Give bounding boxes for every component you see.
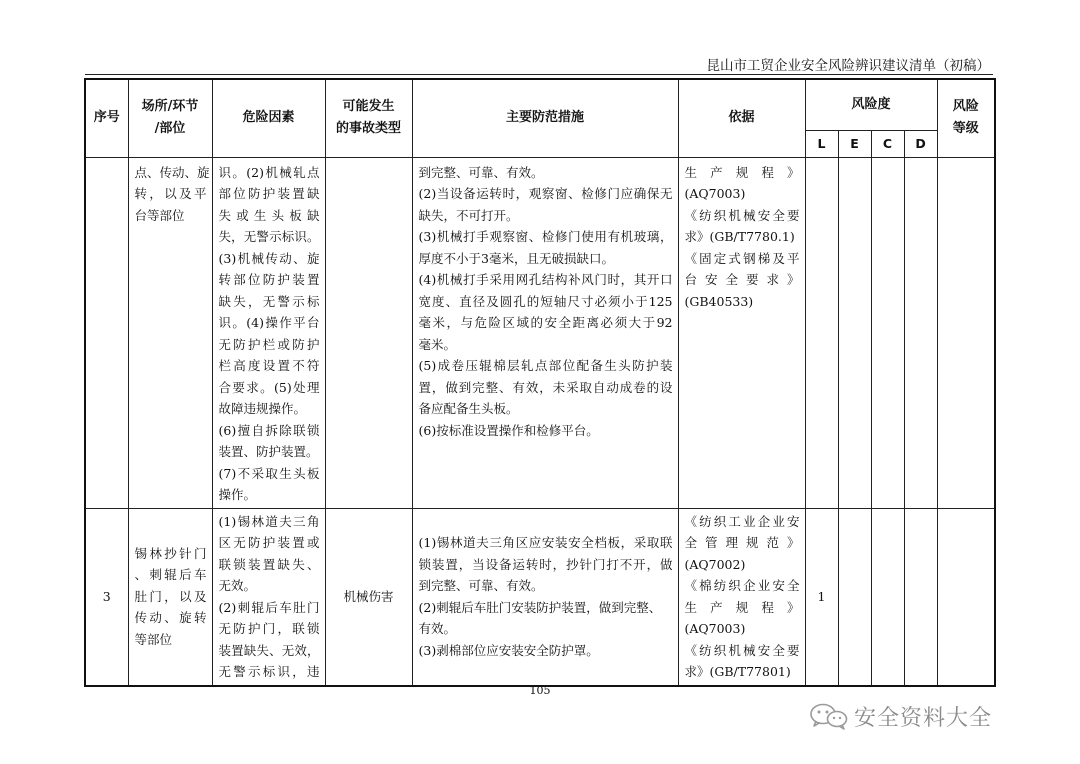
text-line: 《纺织机械安全要 — [684, 642, 800, 658]
cell-basis — [678, 157, 805, 508]
cell-seq: 3 — [85, 508, 128, 686]
header-risk-degree: 风险度 — [805, 79, 937, 130]
text-line: (3)机械打手观察窗、检修门使用有机玻璃， — [418, 229, 673, 244]
text-line: 全管理规范》 — [684, 535, 800, 550]
header-C: C — [871, 130, 904, 157]
text-line: (1)锡林道夫三角区应安装安全档板，采取联 — [418, 535, 673, 550]
cell-level — [937, 157, 995, 508]
table-row — [85, 157, 995, 508]
text-line: 厚度不小于3毫米，且无破损缺口。 — [418, 250, 614, 266]
text-line: 缺失，不可打开。 — [418, 207, 519, 223]
text-line: 《纺织工业企业安 — [684, 513, 800, 529]
watermark — [808, 700, 992, 732]
cell-C — [871, 508, 904, 686]
text-line: (3)剥棉部位应安装安全防护罩。 — [418, 642, 599, 658]
text-line: 《棉纺织企业安全 — [684, 578, 800, 593]
text-line: (1)锡林道夫三角 — [218, 513, 320, 529]
text-line: (2)刺辊后车肚门 — [218, 599, 320, 615]
header-accident-line: 可能发生 — [342, 99, 395, 115]
text-line: (5)成卷压辊棉层轧点部位配备生头防护装 — [418, 358, 673, 373]
text-line: (6)按标准设置操作和检修平台。 — [418, 422, 599, 438]
text-line: 备应配备生头板。 — [418, 401, 519, 416]
header-place — [128, 79, 212, 157]
header-risk-level-line: 等级 — [952, 121, 979, 137]
text-line: 求》(GB/T77801) — [684, 664, 791, 679]
text-line: 生产规程》 — [684, 599, 800, 615]
cell-E — [838, 508, 871, 686]
text-line: 装置缺失、无效， — [218, 642, 320, 658]
text-line: 置，做到完整、有效，未采取自动成卷的设 — [418, 379, 673, 395]
header-risk-level — [937, 79, 995, 157]
text-line: 等部位 — [134, 631, 173, 647]
cell-D — [904, 508, 937, 686]
text-line: 操作。 — [218, 487, 257, 502]
document-title: 昆山市工贸企业安全风险辨识建议清单（初稿） — [706, 58, 990, 74]
text-line: (AQ7003) — [684, 186, 746, 201]
cell-place — [128, 157, 212, 508]
text-line: (GB40533) — [684, 293, 754, 309]
header-accident-line: 的事故类型 — [335, 121, 401, 137]
page-number: 105 — [529, 684, 551, 697]
text-line: 无防护门，联锁 — [218, 621, 320, 636]
text-line: 肚门，以及 — [134, 588, 207, 604]
text-line: 合要求。(5)处理 — [218, 379, 320, 395]
text-line: 台等部位 — [134, 207, 185, 223]
cell-basis — [678, 508, 805, 686]
text-line: 无警示标识，违 — [218, 664, 320, 679]
text-line: 识。(2)机械轧点 — [218, 164, 320, 180]
cell-L: 1 — [805, 508, 838, 686]
text-line: 锁装置，当设备运转时，抄针门打不开，做 — [418, 556, 673, 572]
text-line: (4)机械打手采用网孔结构补风门时，其开口 — [418, 272, 673, 287]
header-place-line: 场所/环节 — [141, 99, 199, 115]
text-line: 点、传动、旋 — [134, 164, 210, 180]
text-line: (AQ7003) — [684, 621, 746, 636]
text-line: 生产规程》 — [684, 164, 800, 180]
text-line: 台安全要求》 — [684, 272, 800, 287]
header-D: D — [904, 130, 937, 157]
text-line: 有效。 — [418, 621, 457, 636]
header-E: E — [838, 130, 871, 157]
text-line: 、刺辊后车 — [134, 567, 207, 583]
text-line: (6)擅自拆除联锁 — [218, 422, 320, 438]
cell-D — [904, 157, 937, 508]
text-line: 无防护栏或防护 — [218, 336, 320, 352]
header-accident — [325, 79, 412, 157]
cell-place — [128, 508, 212, 686]
text-line: 转部位防护装置 — [218, 272, 320, 287]
text-line: 《固定式钢梯及平 — [684, 250, 800, 266]
cell-measures — [412, 508, 678, 686]
text-line: 宽度、直径及圆孔的短轴尺寸必须小于125 — [418, 293, 673, 309]
header-L: L — [805, 130, 838, 157]
text-line: 区无防护装置或 — [218, 535, 320, 550]
header-seq: 序号 — [85, 79, 128, 157]
wechat-icon — [808, 702, 850, 730]
text-line: 毫米。 — [418, 336, 457, 352]
text-line: 失，无警示标识。 — [218, 229, 320, 244]
table-row — [85, 508, 995, 686]
cell-measures — [412, 157, 678, 508]
cell-accident — [325, 157, 412, 508]
cell-hazard — [212, 508, 325, 686]
text-line: (2)当设备运转时，观察窗、检修门应确保无 — [418, 186, 673, 201]
title-rule — [85, 74, 993, 75]
text-line: 联锁装置缺失、 — [218, 556, 320, 572]
text-line: (AQ7002) — [684, 556, 746, 572]
text-line: 求》(GB/T7780.1) — [684, 229, 795, 244]
cell-hazard — [212, 157, 325, 508]
text-line: 毫米，与危险区域的安全距离必须大于92 — [418, 315, 673, 330]
text-line: 故障违规操作。 — [218, 401, 307, 416]
header-place-line: /部位 — [154, 121, 186, 137]
text-line: 无效。 — [218, 578, 257, 593]
watermark-text: 安全资料大全 — [854, 705, 993, 731]
header-measures: 主要防范措施 — [412, 79, 678, 157]
header-risk-level-line: 风险 — [952, 99, 979, 115]
text-line: 装置、防护装置。 — [218, 444, 319, 459]
text-line: 部位防护装置缺 — [218, 186, 320, 201]
text-line: 到完整、可靠、有效。 — [418, 164, 544, 180]
text-line: 传动、旋转 — [134, 610, 207, 626]
cell-level — [937, 508, 995, 686]
text-line: (2)刺辊后车肚门安装防护装置，做到完整、 — [418, 599, 662, 615]
text-line: (7)不采取生头板 — [218, 465, 320, 481]
cell-C — [871, 157, 904, 508]
header-hazard: 危险因素 — [212, 79, 325, 157]
risk-table — [84, 78, 996, 687]
text-line: 失或生头板缺 — [218, 207, 320, 223]
text-line: 缺失，无警示标 — [218, 293, 320, 309]
text-line: (3)机械传动、旋 — [218, 250, 320, 266]
text-line: 锡林抄针门 — [134, 545, 207, 561]
text-line: 识。(4)操作平台 — [218, 315, 320, 330]
cell-seq — [85, 157, 128, 508]
cell-E — [838, 157, 871, 508]
cell-L — [805, 157, 838, 508]
text-line: 栏高度设置不符 — [218, 358, 320, 373]
cell-accident: 机械伤害 — [325, 508, 412, 686]
text-line: 转，以及平 — [134, 186, 207, 201]
text-line: 到完整、可靠、有效。 — [418, 578, 544, 593]
header-basis: 依据 — [678, 79, 805, 157]
text-line: 《纺织机械安全要 — [684, 207, 800, 223]
